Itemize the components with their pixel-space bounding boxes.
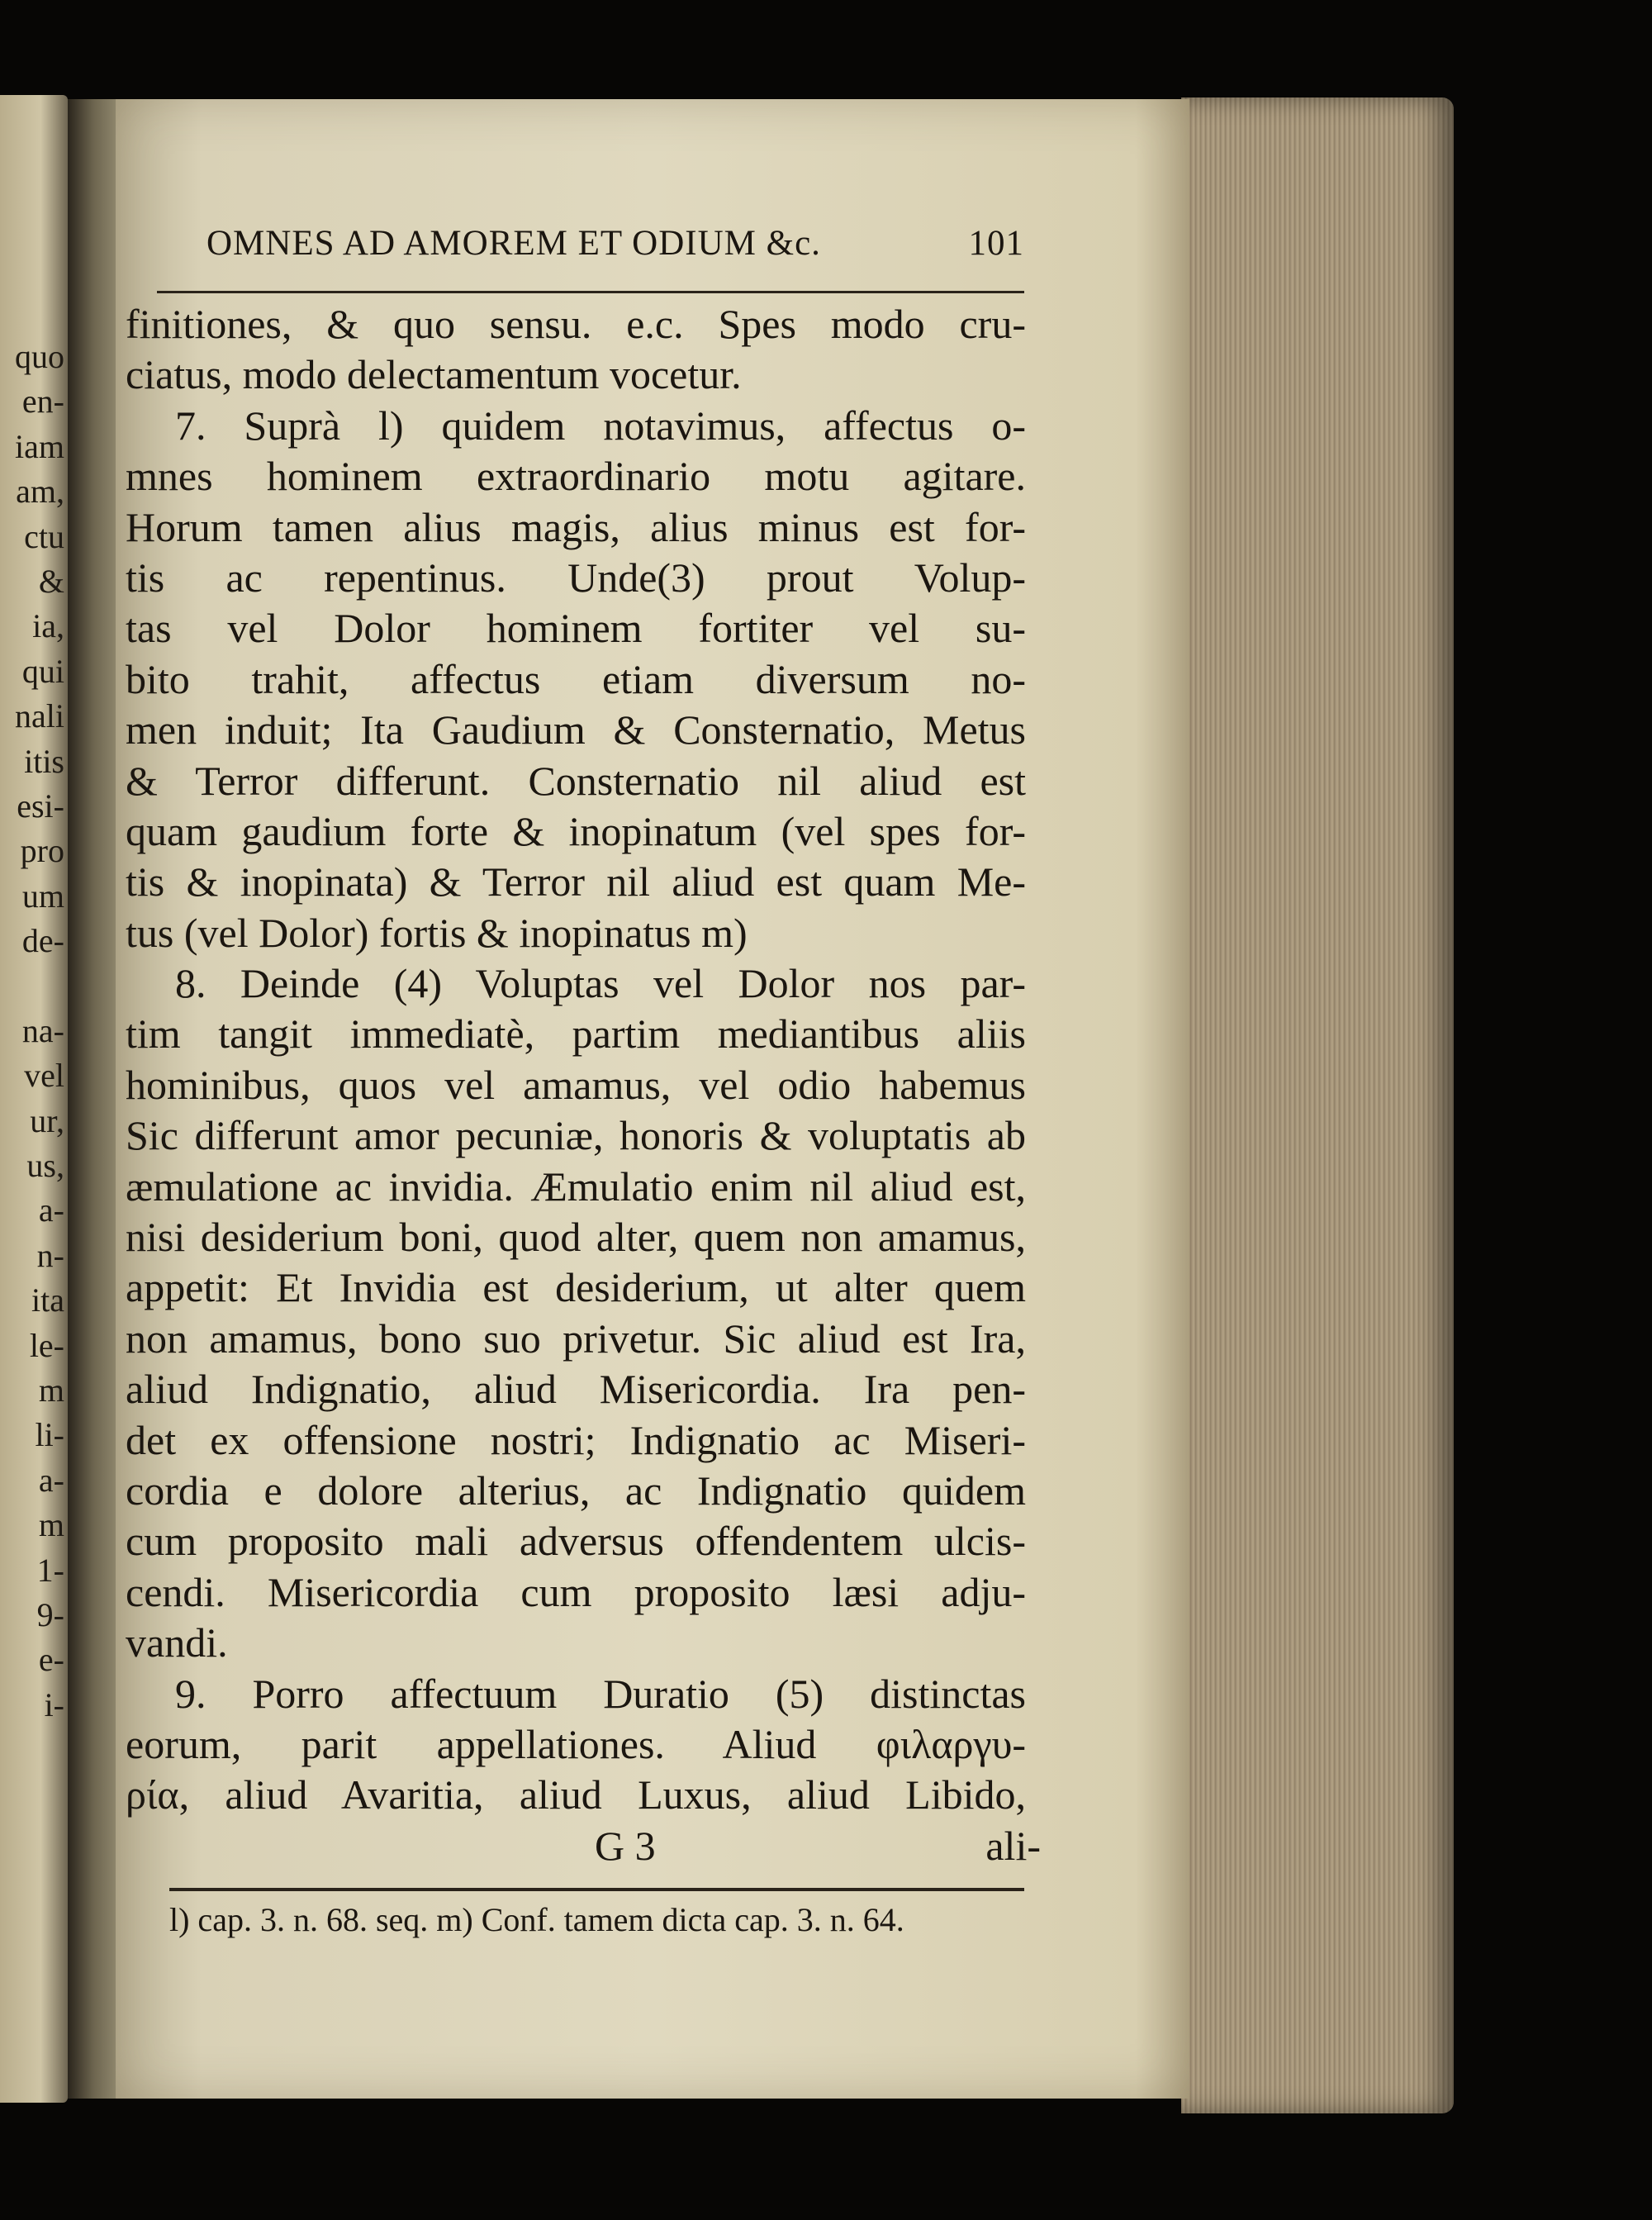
facing-page-fragment: itis bbox=[24, 742, 64, 780]
text-line: ρία, aliud Avaritia, aliud Luxus, aliud Libido, bbox=[126, 1771, 1026, 1818]
facing-page-fragment: m bbox=[38, 1371, 64, 1409]
text-line: nisi desiderium boni, quod alter, quem non amamus, bbox=[126, 1214, 1026, 1261]
facing-page-fragment: um bbox=[21, 877, 64, 915]
text-line: tim tangit immediatè, partim mediantibus aliis bbox=[126, 1010, 1026, 1058]
facing-page-fragment: iam bbox=[15, 427, 64, 465]
facing-page-fragment: esi- bbox=[17, 787, 64, 825]
facing-page-fragment: en- bbox=[21, 383, 64, 421]
text-line: 7. Suprà l) quidem notavimus, affectus o- bbox=[175, 402, 1026, 449]
text-line: cum proposito mali adversus offendentem ulcis- bbox=[126, 1518, 1026, 1565]
text-line: men induit; Ita Gaudium & Consternatio, Metus bbox=[126, 706, 1026, 753]
facing-page-fragment: ia, bbox=[32, 607, 64, 645]
text-line: tis & inopinata) & Terror nil aliud est quam Me- bbox=[126, 858, 1026, 906]
text-line: æmulatione ac invidia. Æmulatio enim nil aliud est, bbox=[126, 1162, 1026, 1210]
footnote: l) cap. 3. n. 68. seq. m) Conf. tamem dicta cap. 3. n. 64. bbox=[169, 1901, 904, 1938]
facing-page bbox=[0, 95, 68, 2103]
facing-page-fragment: pro bbox=[20, 832, 64, 870]
facing-page-fragment: 1- bbox=[36, 1551, 64, 1589]
facing-page-fragment: m bbox=[38, 1506, 64, 1544]
text-line: cordia e dolore alterius, ac Indignatio quidem bbox=[126, 1467, 1026, 1514]
text-line: eorum, parit appellationes. Aliud φιλαργυ- bbox=[126, 1720, 1026, 1767]
text-line: tis ac repentinus. Unde(3) prout Volup- bbox=[126, 554, 1026, 601]
text-line: Sic differunt amor pecuniæ, honoris & voluptatis ab bbox=[126, 1112, 1026, 1159]
signature-line bbox=[595, 1822, 1041, 1871]
text-line: hominibus, quos vel amamus, vel odio habemus bbox=[126, 1061, 1026, 1108]
running-head-title: OMNES AD AMOREM ET ODIUM &c. bbox=[206, 224, 821, 263]
facing-page-fragment: qui bbox=[21, 652, 64, 690]
text-line: 8. Deinde (4) Voluptas vel Dolor nos par- bbox=[175, 960, 1026, 1007]
text-line: mnes hominem extraordinario motu agitare. bbox=[126, 453, 1026, 500]
facing-page-fragment bbox=[0, 963, 68, 1008]
body-text bbox=[126, 299, 1026, 1821]
page-number: 101 bbox=[968, 224, 1024, 263]
facing-page-fragment: ctu bbox=[24, 517, 64, 555]
text-line: tas vel Dolor hominem fortiter vel su- bbox=[126, 605, 1026, 652]
page-fore-edge bbox=[1181, 97, 1454, 2113]
catchword: ali- bbox=[985, 1823, 1041, 1869]
text-line: ciatus, modo delectamentum vocetur. bbox=[126, 351, 742, 398]
facing-page-fragment: de- bbox=[21, 922, 64, 960]
text-line: aliud Indignatio, aliud Misericordia. Ira pen- bbox=[126, 1366, 1026, 1413]
header-rule bbox=[157, 291, 1024, 293]
footnote-rule bbox=[169, 1888, 1024, 1891]
facing-page-fragment: n- bbox=[36, 1236, 64, 1274]
facing-page-fragment: i- bbox=[44, 1685, 64, 1723]
signature-mark: G 3 bbox=[595, 1823, 656, 1869]
text-line: tus (vel Dolor) fortis & inopinatus m) bbox=[126, 909, 748, 956]
facing-page-fragment: 9- bbox=[36, 1595, 64, 1633]
text-line: det ex offensione nostri; Indignatio ac Miseri- bbox=[126, 1416, 1026, 1463]
facing-page-fragment: le- bbox=[29, 1326, 64, 1364]
text-line: bito trahit, affectus etiam diversum no- bbox=[126, 655, 1026, 702]
facing-page-fragment: nali bbox=[15, 697, 64, 735]
text-line: cendi. Misericordia cum proposito læsi adju- bbox=[126, 1568, 1026, 1615]
facing-page-text bbox=[0, 335, 68, 1728]
text-line: non amamus, bono suo privetur. Sic aliud est Ira, bbox=[126, 1314, 1026, 1362]
text-line: appetit: Et Invidia est desiderium, ut alter quem bbox=[126, 1264, 1026, 1311]
facing-page-fragment: e- bbox=[38, 1641, 64, 1679]
text-line: finitiones, & quo sensu. e.c. Spes modo cru- bbox=[126, 301, 1026, 347]
running-head bbox=[206, 223, 1024, 273]
facing-page-fragment: a- bbox=[38, 1461, 64, 1499]
facing-page-fragment: quo bbox=[15, 338, 64, 375]
text-line: Horum tamen alius magis, alius minus est for- bbox=[126, 503, 1026, 550]
facing-page-fragment: vel bbox=[24, 1057, 64, 1095]
facing-page-fragment: a- bbox=[38, 1191, 64, 1229]
facing-page-fragment: na- bbox=[21, 1011, 64, 1049]
facing-page-fragment: am, bbox=[16, 473, 64, 511]
text-line: 9. Porro affectuum Duratio (5) distinctas bbox=[175, 1670, 1026, 1717]
facing-page-fragment: ita bbox=[31, 1281, 64, 1319]
text-line: & Terror differunt. Consternatio nil aliud est bbox=[126, 757, 1026, 804]
text-line: vandi. bbox=[126, 1619, 228, 1666]
facing-page-fragment: li- bbox=[35, 1416, 64, 1454]
facing-page-fragment: & bbox=[38, 562, 64, 600]
facing-page-fragment: us, bbox=[26, 1147, 64, 1185]
facing-page-fragment: ur, bbox=[30, 1101, 64, 1139]
text-line: quam gaudium forte & inopinatum (vel spes for- bbox=[126, 807, 1026, 854]
